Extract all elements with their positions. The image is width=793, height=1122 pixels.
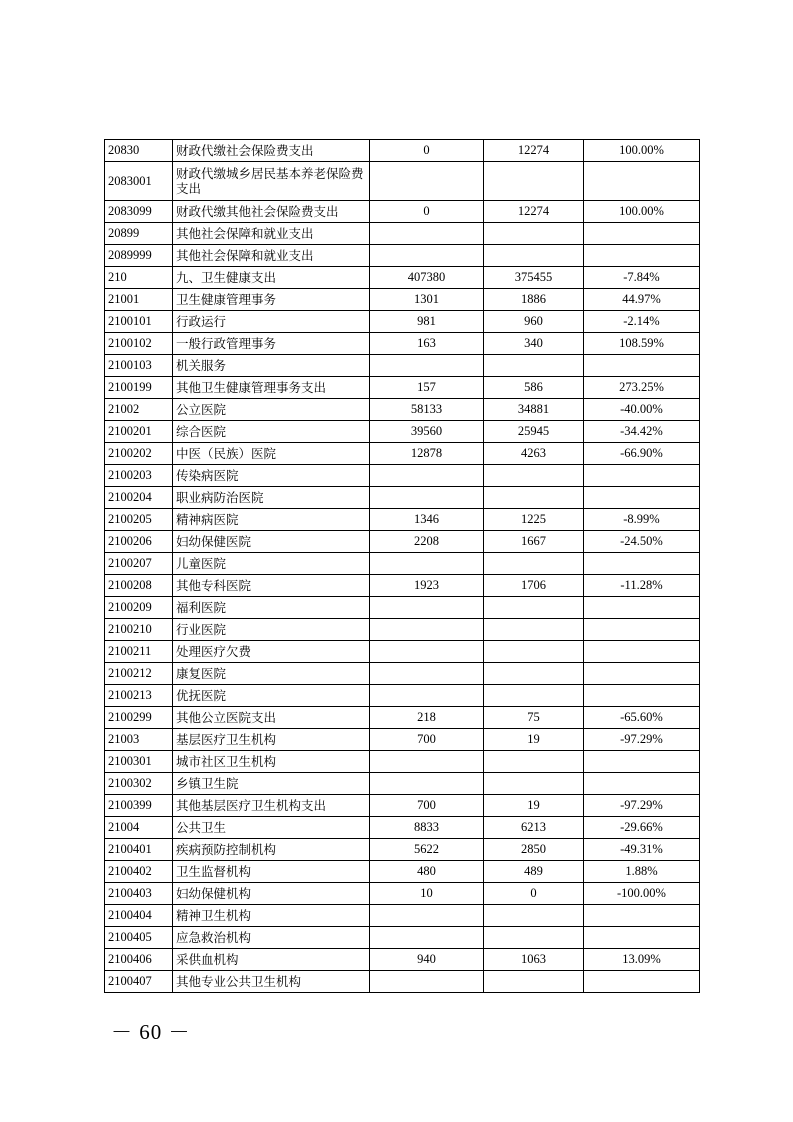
cell-change: -65.60%	[584, 707, 700, 729]
cell-budget: 480	[370, 861, 484, 883]
cell-name: 九、卫生健康支出	[173, 267, 370, 289]
cell-actual	[484, 245, 584, 267]
cell-budget: 1923	[370, 575, 484, 597]
table-row	[105, 817, 700, 839]
cell-budget: 2208	[370, 531, 484, 553]
table-row	[105, 795, 700, 817]
cell-budget: 218	[370, 707, 484, 729]
cell-budget: 8833	[370, 817, 484, 839]
cell-change	[584, 162, 700, 201]
cell-actual	[484, 971, 584, 993]
cell-name: 其他社会保障和就业支出	[173, 245, 370, 267]
cell-budget	[370, 223, 484, 245]
table-row	[105, 333, 700, 355]
cell-code: 2100403	[105, 883, 173, 905]
cell-actual	[484, 641, 584, 663]
cell-name: 精神病医院	[173, 509, 370, 531]
cell-actual: 960	[484, 311, 584, 333]
cell-budget: 39560	[370, 421, 484, 443]
cell-actual: 12274	[484, 201, 584, 223]
cell-code: 2100204	[105, 487, 173, 509]
cell-actual: 6213	[484, 817, 584, 839]
table-row	[105, 619, 700, 641]
cell-code: 2100201	[105, 421, 173, 443]
cell-code: 2100103	[105, 355, 173, 377]
table-row	[105, 531, 700, 553]
cell-code: 2100405	[105, 927, 173, 949]
cell-name: 行政运行	[173, 311, 370, 333]
table-row	[105, 355, 700, 377]
cell-actual: 1706	[484, 575, 584, 597]
cell-actual: 12274	[484, 140, 584, 162]
cell-budget	[370, 685, 484, 707]
cell-change: -34.42%	[584, 421, 700, 443]
cell-change	[584, 487, 700, 509]
cell-change: 13.09%	[584, 949, 700, 971]
table-row	[105, 751, 700, 773]
cell-change: 100.00%	[584, 201, 700, 223]
table-row	[105, 267, 700, 289]
cell-actual	[484, 553, 584, 575]
cell-name: 康复医院	[173, 663, 370, 685]
cell-code: 2100399	[105, 795, 173, 817]
cell-name: 公立医院	[173, 399, 370, 421]
page-number: － 60 －	[111, 1020, 191, 1044]
cell-change: -2.14%	[584, 311, 700, 333]
cell-code: 20899	[105, 223, 173, 245]
cell-change: 100.00%	[584, 140, 700, 162]
table-row	[105, 487, 700, 509]
cell-actual: 375455	[484, 267, 584, 289]
cell-budget: 157	[370, 377, 484, 399]
cell-code: 2100205	[105, 509, 173, 531]
cell-actual: 489	[484, 861, 584, 883]
table-row	[105, 971, 700, 993]
cell-code: 2083099	[105, 201, 173, 223]
table-row	[105, 685, 700, 707]
cell-actual	[484, 162, 584, 201]
cell-actual	[484, 487, 584, 509]
cell-code: 2100101	[105, 311, 173, 333]
cell-code: 2100211	[105, 641, 173, 663]
table-row	[105, 223, 700, 245]
cell-change: -7.84%	[584, 267, 700, 289]
table-row	[105, 861, 700, 883]
cell-name: 福利医院	[173, 597, 370, 619]
cell-budget: 0	[370, 201, 484, 223]
cell-change	[584, 663, 700, 685]
cell-budget	[370, 597, 484, 619]
cell-change	[584, 927, 700, 949]
cell-code: 20830	[105, 140, 173, 162]
table-row	[105, 553, 700, 575]
cell-code: 2100299	[105, 707, 173, 729]
cell-actual: 586	[484, 377, 584, 399]
cell-name: 乡镇卫生院	[173, 773, 370, 795]
cell-budget: 700	[370, 729, 484, 751]
cell-name: 妇幼保健医院	[173, 531, 370, 553]
cell-change	[584, 685, 700, 707]
cell-name: 其他专业公共卫生机构	[173, 971, 370, 993]
cell-budget: 940	[370, 949, 484, 971]
cell-change: 1.88%	[584, 861, 700, 883]
cell-code: 2100213	[105, 685, 173, 707]
cell-name: 妇幼保健机构	[173, 883, 370, 905]
cell-change: -100.00%	[584, 883, 700, 905]
table-row	[105, 905, 700, 927]
cell-budget: 12878	[370, 443, 484, 465]
table-row	[105, 839, 700, 861]
table-row	[105, 311, 700, 333]
cell-change: -97.29%	[584, 795, 700, 817]
cell-budget	[370, 773, 484, 795]
cell-budget: 407380	[370, 267, 484, 289]
cell-budget	[370, 553, 484, 575]
cell-change: -40.00%	[584, 399, 700, 421]
table-row	[105, 140, 700, 162]
cell-change: -11.28%	[584, 575, 700, 597]
cell-budget: 1346	[370, 509, 484, 531]
table-row	[105, 663, 700, 685]
cell-actual: 19	[484, 729, 584, 751]
cell-change	[584, 773, 700, 795]
table-row	[105, 377, 700, 399]
cell-change: -29.66%	[584, 817, 700, 839]
cell-change: 108.59%	[584, 333, 700, 355]
cell-code: 2100212	[105, 663, 173, 685]
cell-name: 其他专科医院	[173, 575, 370, 597]
cell-actual	[484, 905, 584, 927]
cell-name: 其他公立医院支出	[173, 707, 370, 729]
cell-budget	[370, 465, 484, 487]
cell-budget: 58133	[370, 399, 484, 421]
cell-change	[584, 597, 700, 619]
cell-code: 2100210	[105, 619, 173, 641]
cell-code: 2100202	[105, 443, 173, 465]
cell-name: 传染病医院	[173, 465, 370, 487]
cell-budget: 981	[370, 311, 484, 333]
cell-actual: 0	[484, 883, 584, 905]
cell-code: 2100209	[105, 597, 173, 619]
cell-code: 21002	[105, 399, 173, 421]
table-row	[105, 773, 700, 795]
cell-name: 卫生健康管理事务	[173, 289, 370, 311]
cell-budget: 1301	[370, 289, 484, 311]
cell-actual	[484, 663, 584, 685]
cell-name: 公共卫生	[173, 817, 370, 839]
table-row	[105, 162, 700, 201]
cell-change	[584, 971, 700, 993]
cell-budget: 5622	[370, 839, 484, 861]
cell-budget	[370, 751, 484, 773]
cell-name: 城市社区卫生机构	[173, 751, 370, 773]
cell-budget: 700	[370, 795, 484, 817]
cell-name: 采供血机构	[173, 949, 370, 971]
cell-name: 应急救治机构	[173, 927, 370, 949]
cell-code: 2100102	[105, 333, 173, 355]
table-row	[105, 707, 700, 729]
cell-code: 2100406	[105, 949, 173, 971]
cell-actual: 25945	[484, 421, 584, 443]
cell-name: 职业病防治医院	[173, 487, 370, 509]
cell-change: -8.99%	[584, 509, 700, 531]
cell-change: -97.29%	[584, 729, 700, 751]
cell-name: 其他卫生健康管理事务支出	[173, 377, 370, 399]
table-row	[105, 883, 700, 905]
cell-code: 2100302	[105, 773, 173, 795]
cell-code: 2089999	[105, 245, 173, 267]
cell-actual: 1667	[484, 531, 584, 553]
cell-actual: 2850	[484, 839, 584, 861]
cell-actual	[484, 685, 584, 707]
cell-code: 210	[105, 267, 173, 289]
cell-actual: 4263	[484, 443, 584, 465]
cell-code: 2100203	[105, 465, 173, 487]
cell-code: 2100401	[105, 839, 173, 861]
cell-budget	[370, 905, 484, 927]
cell-code: 2100301	[105, 751, 173, 773]
cell-budget	[370, 971, 484, 993]
cell-name: 儿童医院	[173, 553, 370, 575]
cell-change	[584, 905, 700, 927]
cell-change	[584, 465, 700, 487]
cell-actual: 1886	[484, 289, 584, 311]
cell-budget	[370, 162, 484, 201]
cell-budget	[370, 927, 484, 949]
table-body	[105, 140, 700, 993]
cell-change	[584, 245, 700, 267]
cell-actual: 19	[484, 795, 584, 817]
cell-name: 基层医疗卫生机构	[173, 729, 370, 751]
table-row	[105, 443, 700, 465]
table-row	[105, 949, 700, 971]
cell-name: 财政代缴社会保险费支出	[173, 140, 370, 162]
cell-name: 财政代缴城乡居民基本养老保险费支出	[173, 162, 370, 201]
cell-change: 44.97%	[584, 289, 700, 311]
cell-name: 一般行政管理事务	[173, 333, 370, 355]
cell-change	[584, 355, 700, 377]
cell-code: 2100402	[105, 861, 173, 883]
cell-code: 21003	[105, 729, 173, 751]
cell-actual: 34881	[484, 399, 584, 421]
cell-actual: 1063	[484, 949, 584, 971]
table-row	[105, 201, 700, 223]
cell-change	[584, 223, 700, 245]
table-row	[105, 641, 700, 663]
cell-actual	[484, 773, 584, 795]
table-row	[105, 575, 700, 597]
table-row	[105, 597, 700, 619]
cell-change: -66.90%	[584, 443, 700, 465]
cell-name: 其他社会保障和就业支出	[173, 223, 370, 245]
cell-change: -24.50%	[584, 531, 700, 553]
cell-name: 综合医院	[173, 421, 370, 443]
cell-code: 21001	[105, 289, 173, 311]
cell-budget	[370, 641, 484, 663]
cell-change: -49.31%	[584, 839, 700, 861]
cell-name: 处理医疗欠费	[173, 641, 370, 663]
cell-actual	[484, 927, 584, 949]
cell-name: 优抚医院	[173, 685, 370, 707]
cell-budget	[370, 245, 484, 267]
cell-name: 卫生监督机构	[173, 861, 370, 883]
cell-name: 精神卫生机构	[173, 905, 370, 927]
cell-code: 21004	[105, 817, 173, 839]
cell-change	[584, 641, 700, 663]
cell-name: 其他基层医疗卫生机构支出	[173, 795, 370, 817]
cell-name: 行业医院	[173, 619, 370, 641]
table-row	[105, 245, 700, 267]
table-row	[105, 465, 700, 487]
cell-code: 2100208	[105, 575, 173, 597]
cell-actual	[484, 465, 584, 487]
cell-actual: 1225	[484, 509, 584, 531]
cell-budget: 0	[370, 140, 484, 162]
cell-change: 273.25%	[584, 377, 700, 399]
cell-code: 2100206	[105, 531, 173, 553]
budget-table-container	[104, 139, 699, 993]
cell-actual	[484, 223, 584, 245]
cell-code: 2100199	[105, 377, 173, 399]
table-row	[105, 729, 700, 751]
cell-actual	[484, 597, 584, 619]
table-row	[105, 421, 700, 443]
cell-actual	[484, 619, 584, 641]
cell-change	[584, 619, 700, 641]
cell-name: 疾病预防控制机构	[173, 839, 370, 861]
cell-name: 机关服务	[173, 355, 370, 377]
cell-budget	[370, 355, 484, 377]
cell-actual	[484, 751, 584, 773]
cell-budget	[370, 663, 484, 685]
cell-actual: 340	[484, 333, 584, 355]
table-row	[105, 509, 700, 531]
cell-change	[584, 553, 700, 575]
cell-name: 中医（民族）医院	[173, 443, 370, 465]
cell-budget: 10	[370, 883, 484, 905]
cell-budget	[370, 619, 484, 641]
cell-actual: 75	[484, 707, 584, 729]
cell-code: 2100404	[105, 905, 173, 927]
table-row	[105, 399, 700, 421]
cell-budget	[370, 487, 484, 509]
table-row	[105, 927, 700, 949]
budget-table	[104, 139, 700, 993]
cell-name: 财政代缴其他社会保险费支出	[173, 201, 370, 223]
cell-code: 2100207	[105, 553, 173, 575]
cell-code: 2100407	[105, 971, 173, 993]
cell-change	[584, 751, 700, 773]
cell-code: 2083001	[105, 162, 173, 201]
cell-actual	[484, 355, 584, 377]
cell-budget: 163	[370, 333, 484, 355]
table-row	[105, 289, 700, 311]
